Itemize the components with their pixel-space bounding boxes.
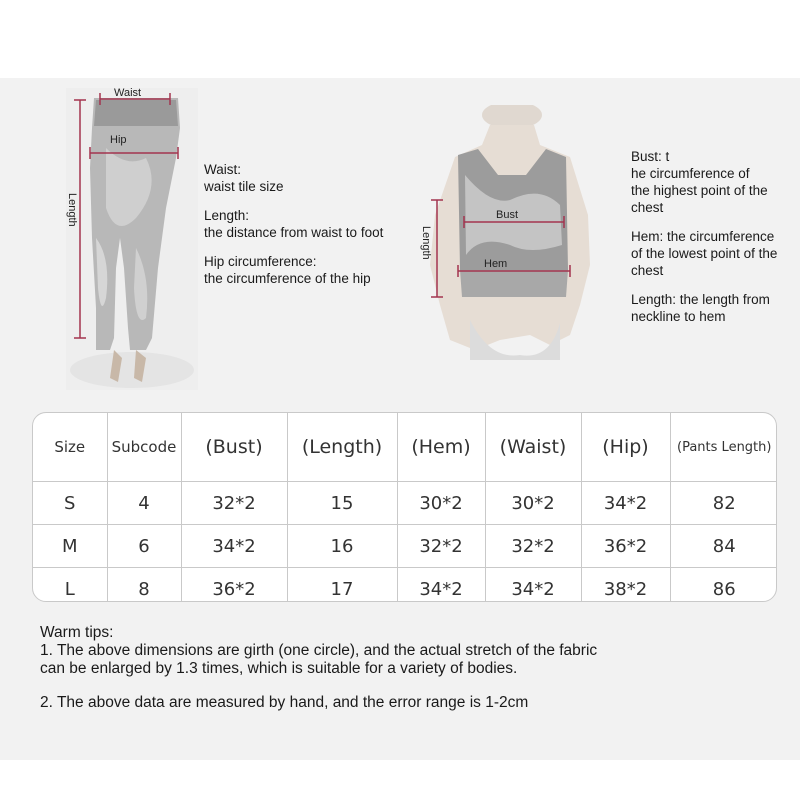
- table-cell: 8: [107, 568, 181, 603]
- table-cell: 84: [670, 525, 777, 568]
- table-cell: 32*2: [397, 525, 485, 568]
- leggings-hip-label: Hip: [110, 134, 127, 146]
- warm-tips-line-1b: can be enlarged by 1.3 times, which is suitable for a variety of bodies.: [40, 660, 518, 677]
- warm-tips-title: Warm tips:: [40, 624, 114, 641]
- header-subcode: Subcode: [107, 413, 181, 482]
- table-row: [33, 568, 777, 603]
- header-hip: (Hip): [581, 413, 670, 482]
- sports-bra-illustration: [420, 105, 600, 360]
- table-cell: 4: [107, 482, 181, 525]
- table-cell: L: [33, 568, 107, 603]
- table-cell: 36*2: [181, 568, 287, 603]
- table-cell: 32*2: [485, 525, 581, 568]
- table-cell: 82: [670, 482, 777, 525]
- header-bust: (Bust): [181, 413, 287, 482]
- table-cell: 32*2: [181, 482, 287, 525]
- warm-tips: [40, 624, 760, 712]
- table-cell: 34*2: [181, 525, 287, 568]
- table-cell: 17: [287, 568, 397, 603]
- table-cell: M: [33, 525, 107, 568]
- leggings-descriptions: [204, 161, 414, 299]
- size-table: [33, 413, 777, 602]
- table-cell: 38*2: [581, 568, 670, 603]
- leggings-desc-hip: Hip circumference: the circumference of the hip: [204, 254, 371, 286]
- table-cell: 30*2: [485, 482, 581, 525]
- bra-length-label: Length: [420, 226, 432, 260]
- bra-descriptions: [631, 148, 799, 337]
- bra-desc-bust: Bust: t he circumference of the highest point of the chest: [631, 149, 768, 215]
- size-table-container: [32, 412, 777, 602]
- warm-tips-line-2: 2. The above data are measured by hand, and the error range is 1-2cm: [40, 694, 529, 711]
- bra-bust-label: Bust: [496, 209, 519, 221]
- table-cell: 34*2: [397, 568, 485, 603]
- table-cell: 15: [287, 482, 397, 525]
- leggings-waist-label: Waist: [114, 87, 142, 99]
- header-waist: (Waist): [485, 413, 581, 482]
- table-cell: 30*2: [397, 482, 485, 525]
- leggings-desc-waist: Waist: waist tile size: [204, 162, 284, 194]
- warm-tips-line-1a: 1. The above dimensions are girth (one circle), and the actual stretch of the fabric: [40, 642, 598, 659]
- header-pants-length: (Pants Length): [670, 413, 777, 482]
- header-size: Size: [33, 413, 107, 482]
- table-cell: 34*2: [581, 482, 670, 525]
- table-cell: 34*2: [485, 568, 581, 603]
- header-length: (Length): [287, 413, 397, 482]
- bra-hem-label: Hem: [484, 258, 508, 270]
- table-header-row: [33, 413, 777, 482]
- table-cell: 86: [670, 568, 777, 603]
- leggings-length-label: Length: [66, 193, 78, 227]
- leggings-desc-length: Length: the distance from waist to foot: [204, 208, 384, 240]
- spacer: [40, 678, 760, 694]
- table-cell: 6: [107, 525, 181, 568]
- header-hem: (Hem): [397, 413, 485, 482]
- bra-desc-length: Length: the length from neckline to hem: [631, 292, 770, 324]
- bra-desc-hem: Hem: the circumference of the lowest point of the chest: [631, 229, 778, 278]
- table-cell: S: [33, 482, 107, 525]
- table-cell: 16: [287, 525, 397, 568]
- table-row: [33, 525, 777, 568]
- table-row: [33, 482, 777, 525]
- leggings-illustration: [66, 88, 198, 390]
- table-cell: 36*2: [581, 525, 670, 568]
